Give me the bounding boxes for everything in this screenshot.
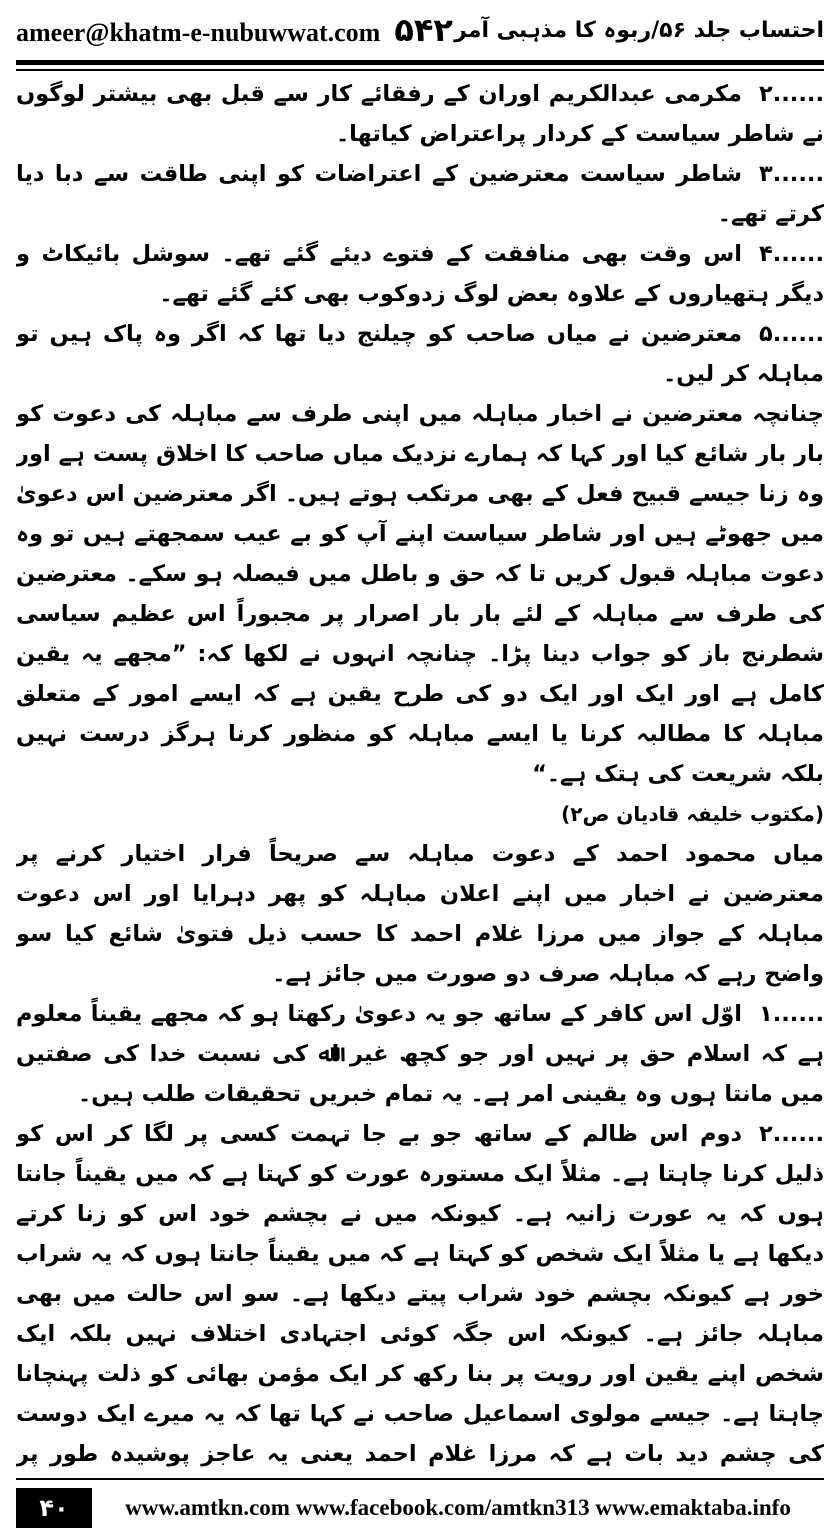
item-number: ۴...... [758, 241, 824, 267]
list-item [16, 74, 824, 154]
list-item [16, 154, 824, 234]
item-text: اوّل اس کافر کے ساتھ جو یہ دعویٰ رکھتا ہو کہ مجھے یقیناً معلوم ہے کہ اسلام حق پر نہیں اور جو کچھ غیر اﷲ کی نسبت خدا کی صفتیں میں مانتا ہوں وہ یقینی امر ہے۔ یہ تمام خبریں تحقیقات طلب ہیں۔ [16, 1001, 824, 1107]
page-footer [16, 1482, 824, 1534]
item-number: ۳...... [758, 161, 824, 187]
footer-page-number: ۴۰ [16, 1488, 92, 1528]
header-book-title: احتساب جلد ۵۶/ربوہ کا مذہبی آمر [454, 17, 824, 43]
list-item [16, 994, 824, 1114]
item-number: ۲...... [758, 81, 824, 107]
header-email: ameer@khatm-e-nubuwwat.com [16, 18, 381, 47]
item-text: معترضین نے میاں صاحب کو چیلنج دیا تھا کہ اگر وہ پاک ہیں تو مباہلہ کر لیں۔ [16, 321, 824, 387]
page-content [16, 74, 824, 1470]
page-header [16, 4, 824, 56]
item-number: ۱...... [758, 1001, 824, 1027]
item-text: اس وقت بھی منافقت کے فتوے دیئے گئے تھے۔ سوشل بائیکاٹ و دیگر ہتھیاروں کے علاوہ بعض لوگ زدوکوب بھی کئے گئے تھے۔ [16, 241, 824, 307]
header-left [16, 11, 453, 49]
list-item [16, 234, 824, 314]
item-number: ۲...... [758, 1121, 824, 1147]
paragraph-fatwa: میاں محمود احمد کے دعوت مباہلہ سے صریحاً فرار اختیار کرنے پر معترضین نے اخبار میں اپنے اعلان مباہلہ کو پھر دہرایا اور اس دعوت مباہلہ کے جواز میں مرزا غلام احمد کا حسب ذیل فتویٰ شائع کیا سو واضح رہے کہ مباہلہ صرف دو صورت میں جائز ہے۔ [16, 841, 824, 987]
list-item [16, 314, 824, 394]
header-rule-thick [16, 60, 824, 65]
item-text: دوم اس ظالم کے ساتھ جو بے جا تہمت کسی پر لگا کر اس کو ذلیل کرنا چاہتا ہے۔ مثلاً ایک مستورہ عورت کو کہتا ہے کہ میں یقیناً جانتا ہوں کہ یہ عورت زانیہ ہے۔ کیونکہ میں نے بچشم خود اس کو زنا کرتے دیکھا ہے یا مثلاً ایک شخص کو کہتا ہے کہ میں یقیناً جانتا ہوں کہ یہ شراب خور ہے کیونکہ بچشم خود شراب پیتے دیکھا ہے۔ سو اس حالت میں بھی مباہلہ جائز ہے۔ کیونکہ اس جگہ کوئی اجتہادی اختلاف نہیں بلکہ ایک شخص اپنے یقین اور رویت پر بنا رکھ کر ایک مؤمن بھائی کو ذلت پہنچانا چاہتا ہے۔ جیسے مولوی اسماعیل صاحب نے کہا تھا کہ یہ میرے ایک دوست کی چشم دید بات ہے کہ مرزا غلام احمد یعنی یہ عاجز پوشیدہ طور پر [16, 1121, 824, 1467]
item-text: شاطر سیاست معترضین کے اعتراضات کو اپنی طاقت سے دبا دیا کرتے تھے۔ [16, 161, 824, 227]
item-text: مکرمی عبدالکریم اوران کے رفقائے کار سے قبل بھی بیشتر لوگوں نے شاطر سیاست کے کردار پراعتراض کیاتھا۔ [16, 81, 824, 147]
paragraph-mubahala-challenge: چنانچہ معترضین نے اخبار مباہلہ میں اپنی طرف سے مباہلہ کی دعوت کو بار بار شائع کیا اور کہا کہ ہمارے نزدیک میاں صاحب کا اخلاق پست ہے اور وہ زنا جیسے قبیح فعل کے بھی مرتکب ہوتے ہیں۔ اگر معترضین اس دعویٰ میں جھوٹے ہیں اور شاطر سیاست اپنے آپ کو بے عیب سمجھتے ہیں تو وہ دعوت مباہلہ قبول کریں تا کہ حق و باطل میں فیصلہ ہو سکے۔ معترضین کی طرف سے مباہلہ کے لئے بار بار اصرار پر مجبوراً اس عظیم سیاسی شطرنج باز کو جواب دینا پڑا۔ چنانچہ انہوں نے لکھا کہ: ”مجھے یہ یقین کامل ہے اور ایک اور ایک دو کی طرح یقین ہے کہ ایسے امور کے متعلق مباہلہ کا مطالبہ کرنا یا ایسے مباہلہ کو منظور کرنا ہرگز درست نہیں بلکہ شریعت کی ہتک ہے۔“ [16, 401, 824, 787]
item-number: ۵...... [758, 321, 824, 347]
header-rule-thin [16, 69, 824, 71]
header-page-number: ۵۴۲ [394, 11, 453, 49]
footer-website-links[interactable]: www.amtkn.com www.facebook.com/amtkn313 www.emaktaba.info [125, 1495, 791, 1520]
list-item [16, 1114, 824, 1470]
footer-rule [16, 1478, 824, 1480]
reference-citation: (مکتوب خلیفہ قادیان ص۲) [561, 802, 824, 826]
